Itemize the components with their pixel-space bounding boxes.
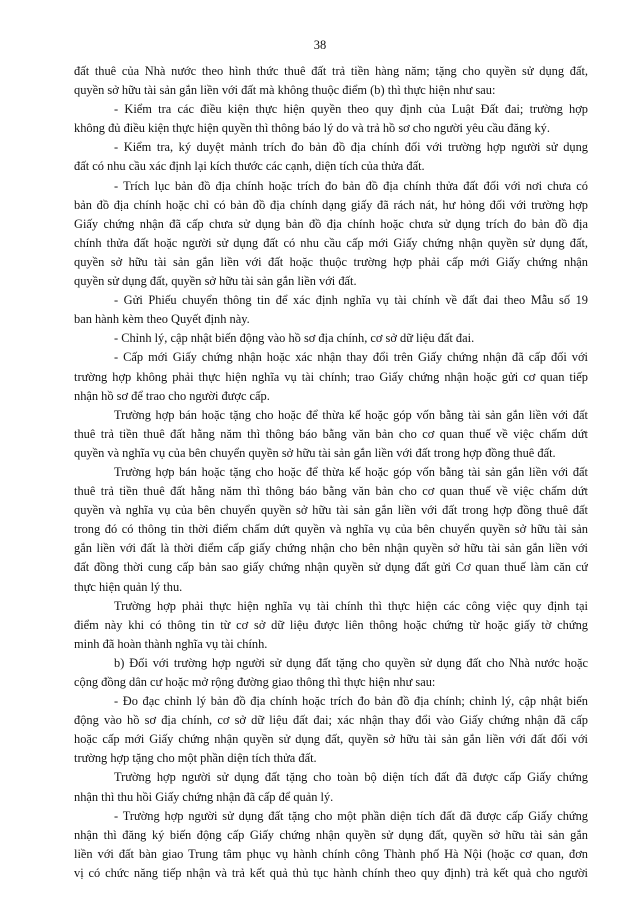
text-line: liền với đất bàn giao Trung tâm phục vụ hành chính công Thành phố Hà Nội (hoặc cơ quan, đơn [74,846,588,861]
text-line: Trường hợp bán hoặc tặng cho hoặc để thừa kế hoặc góp vốn bằng tài sản gắn liền với đất [114,464,588,479]
text-line: trường hợp tặng cho một phần diện tích thửa đất. [74,751,317,766]
text-line: hoặc cấp mới Giấy chứng nhận quyền sử dụng đất, quyền sở hữu tài sản gắn liền với đất đối với [74,732,588,747]
text-line: trong đó có thông tin thời điểm chấm dứt quyền và nghĩa vụ của bên chuyển quyền sở hữu tài sản [74,522,588,537]
text-line: động vào hồ sơ địa chính, cơ sở dữ liệu đất đai; xác nhận thay đổi vào Giấy chứng nhận đã cấp [74,713,588,728]
text-line: vị có chức năng tiếp nhận và trả kết quả thủ tục hành chính theo quy định) trả kết quả cho người [74,865,588,880]
text-line: gắn liền với đất là thời điểm cấp giấy chứng nhận cho bên nhận quyền sở hữu tài sản gắn liền với [74,541,588,556]
text-line: - Kiểm tra, ký duyệt mảnh trích đo bản đồ địa chính đối với trường hợp người sử dụng [114,140,588,155]
text-line: thực hiện quản lý thu. [74,579,183,594]
text-line: đất thuê của Nhà nước theo hình thức thuê đất trả tiền hàng năm; tặng cho quyền sử dụng đất, [74,64,588,78]
text-line: minh đã hoàn thành nghĩa vụ tài chính. [74,636,268,651]
text-line: - Đo đạc chỉnh lý bản đồ địa chính hoặc trích đo bản đồ địa chính; chỉnh lý, cập nhật biến [114,694,588,709]
text-line: Giấy chứng nhận đã cấp chưa sử dụng bản đồ địa chính hoặc chưa sử dụng trích đo bản đồ địa [74,216,588,231]
text-line: - Trường hợp người sử dụng đất tặng cho một phần diện tích đất đã được cấp Giấy chứng [114,808,588,823]
text-line: chính thửa đất hoặc người sử dụng đất có nhu cầu cấp mới Giấy chứng nhận quyền sử dụng đất, [74,235,588,250]
text-line: Trường hợp người sử dụng đất tặng cho toàn bộ diện tích đất đã được cấp Giấy chứng [114,770,588,785]
text-line: quyền sử dụng đất, quyền sở hữu tài sản gắn liền với đất. [74,274,357,289]
text-line: Trường hợp phải thực hiện nghĩa vụ tài chính thì thực hiện các công việc quy định tại [114,598,588,613]
text-line: quyền và nghĩa vụ của bên chuyển quyền sở hữu tài sản gắn liền với đất trong hợp đồng thuê đất. [74,445,556,460]
text-line: - Kiểm tra các điều kiện thực hiện quyền theo quy định của Luật Đất đai; trường hợp [114,102,588,117]
text-line: quyền sở hữu tài sản gắn liền với đất hoặc thuộc trường hợp phải cấp mới Giấy chứng nhận [74,254,588,269]
page-number: 38 [313,38,327,52]
text-line: bản đồ địa chính hoặc chỉ có bản đồ địa chính dạng giấy đã rách nát, hư hỏng đối với trường hợp [74,197,588,212]
text-line: nhận thì đăng ký biến động cấp Giấy chứng nhận quyền sử dụng đất, quyền sở hữu tài sản gắn [74,827,588,842]
text-line: b) Đối với trường hợp người sử dụng đất tặng cho quyền sử dụng đất cho Nhà nước hoặc [114,655,588,670]
text-line: thuê trả tiền thuê đất hằng năm thì thông báo bằng văn bản cho cơ quan thuế về việc chấm dứt [74,426,588,441]
text-line: quyền sở hữu tài sản gắn liền với đất mà không thuộc điểm (b) thì thực hiện như sau: [74,83,496,98]
text-line: nhận thì thu hồi Giấy chứng nhận đã cấp để quản lý. [74,789,334,804]
text-line: trường hợp không phải thực hiện nghĩa vụ tài chính; trao Giấy chứng nhận hoặc gửi cơ quan tiếp [74,369,588,384]
text-line: nhận hồ sơ để trao cho người được cấp. [74,388,270,403]
text-line: đất có nhu cầu xác định lại kích thước các cạnh, diện tích của thửa đất. [74,159,425,174]
text-line: - Cấp mới Giấy chứng nhận hoặc xác nhận thay đổi trên Giấy chứng nhận đã cấp đối với [114,350,588,365]
text-line: đất đồng thời cung cấp bản sao giấy chứng nhận quyền sử dụng đất gửi Cơ quan thuế làm căn cứ [74,560,588,575]
text-line: - Gửi Phiếu chuyển thông tin để xác định nghĩa vụ tài chính về đất đai theo Mẫu số 19 [114,293,588,308]
text-line: thuê trả tiền thuê đất hằng năm thì thông báo bằng văn bản cho cơ quan thuế về việc chấm dứt [74,484,588,499]
text-line: không đủ điều kiện thực hiện quyền thì thông báo lý do và trả hồ sơ cho người yêu cầu đăng ký. [74,121,550,136]
text-line: ban hành kèm theo Quyết định này. [74,312,250,327]
text-line: - Trích lục bản đồ địa chính hoặc trích đo bản đồ địa chính thửa đất đối với nơi chưa có [114,178,588,193]
text-line: - Chỉnh lý, cập nhật biến động vào hồ sơ địa chính, cơ sở dữ liệu đất đai. [114,331,475,346]
text-line: cộng đồng dân cư hoặc mở rộng đường giao thông thì thực hiện như sau: [74,675,436,689]
text-line: điểm này khi có thông tin từ cơ sở dữ liệu được liên thông hoặc chứng từ hoặc giấy tờ chứng [74,617,588,632]
text-line: quyền và nghĩa vụ của bên chuyển quyền sở hữu tài sản gắn liền với đất trong hợp đồng thuê đất [74,503,588,518]
document-body [74,62,588,883]
text-line: Trường hợp bán hoặc tặng cho hoặc để thừa kế hoặc góp vốn bằng tài sản gắn liền với đất [114,407,588,422]
